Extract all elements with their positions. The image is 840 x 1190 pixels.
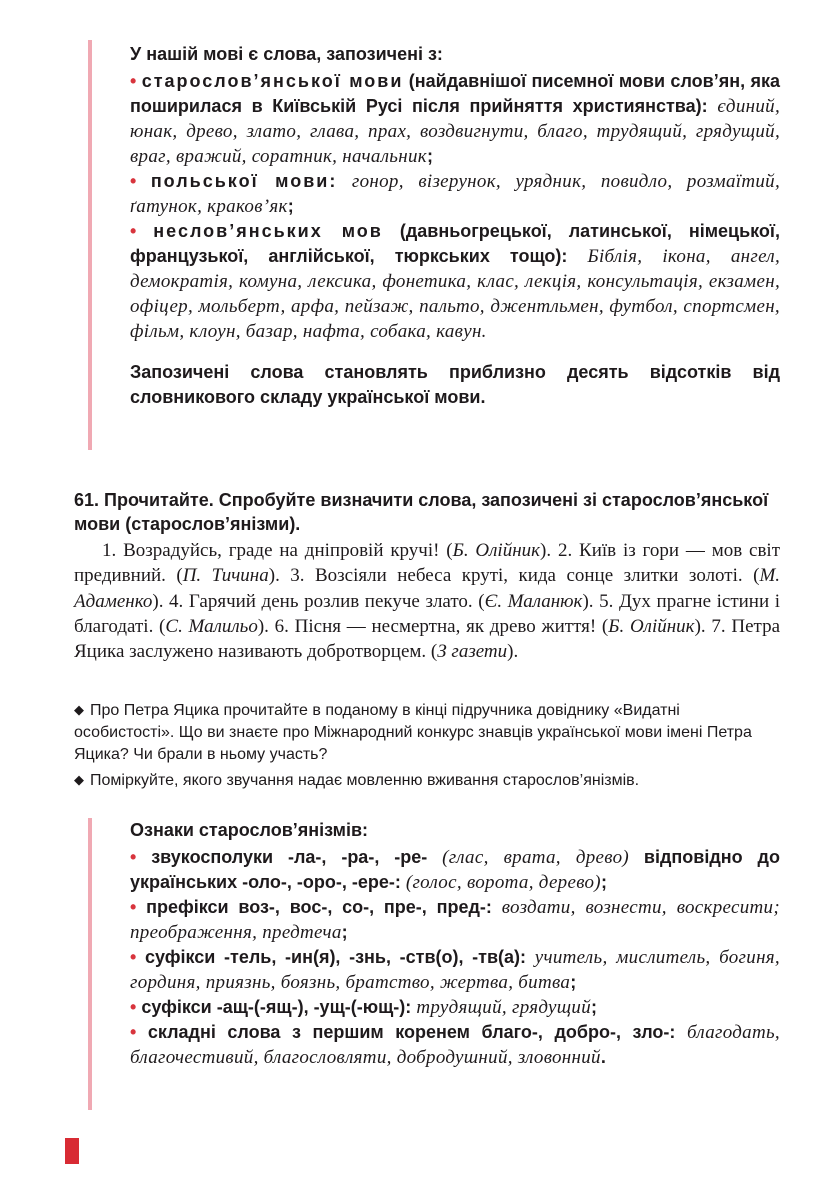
bullet-icon: • bbox=[130, 947, 137, 967]
sentence: 7. Петра Яцика заслужено називають добротворцем. ( bbox=[74, 615, 781, 663]
task-item bbox=[74, 770, 780, 792]
sentence-source: З газети bbox=[437, 641, 508, 663]
bullet-icon: • bbox=[130, 897, 137, 917]
sentence: 2. Київ із гори — мов світ предивний. ( bbox=[74, 540, 781, 587]
punct: ). bbox=[540, 540, 558, 561]
loanwords-rule-box bbox=[130, 42, 780, 410]
punct: ). bbox=[152, 590, 170, 612]
diamond-icon: ◆ bbox=[74, 702, 84, 717]
rule-term: префікси воз-, вос-, со-, пре-, пред-: bbox=[146, 897, 492, 917]
diamond-icon: ◆ bbox=[74, 772, 84, 787]
old-slavonic-signs-box bbox=[130, 818, 780, 1070]
rule-term: відповідно до українських -оло-, -оро-, -ере-: bbox=[130, 847, 780, 892]
punct: ; bbox=[341, 922, 348, 942]
rule-examples: (голос, ворота, дерево) bbox=[405, 872, 601, 893]
rule-term: складні слова з першим коренем благо-, добро-, зло-: bbox=[147, 1022, 676, 1042]
sentence-source: Б. Олійник bbox=[608, 615, 695, 637]
rule-heading: Ознаки старослов’янізмів: bbox=[130, 820, 369, 840]
punct: ). bbox=[507, 641, 519, 663]
rule-examples: (глас, врата, древо) bbox=[442, 847, 629, 868]
sentence: 4. Гарячий день розлив пекуче злато. ( bbox=[169, 590, 485, 612]
rule-item bbox=[130, 219, 780, 344]
rule-term: польської мови: bbox=[150, 171, 338, 191]
punct: ). bbox=[257, 615, 275, 637]
rule-examples: воздати, вознести, воскресити; преображення, предтеча bbox=[130, 897, 780, 943]
punct: . bbox=[600, 1047, 606, 1067]
rule-item bbox=[130, 1020, 780, 1070]
punct: ; bbox=[570, 972, 577, 992]
sentence: 1. Возрадуйсь, граде на дніпровій кручі! ( bbox=[102, 540, 453, 561]
rule-item bbox=[130, 995, 780, 1020]
punct: ). bbox=[694, 615, 712, 637]
rule-examples: трудящий, грядущий bbox=[411, 997, 592, 1018]
page-corner-marker bbox=[65, 1138, 79, 1164]
rule-term: старослов’янської мови bbox=[141, 71, 404, 91]
bullet-icon: • bbox=[130, 71, 137, 91]
rule-term: суфікси -ащ-(-ящ-), -ущ-(-ющ-): bbox=[141, 997, 412, 1017]
sentence-source: Б. Олійник bbox=[452, 540, 541, 561]
rule-term: звукосполуки -ла-, -ра-, -ре- bbox=[151, 847, 443, 867]
exercise-sentences bbox=[74, 538, 780, 664]
punct: ; bbox=[287, 196, 294, 216]
rule-desc: (давньогрецької, латинської, німецької, французької, англійської, тюркських тощо): bbox=[130, 221, 780, 266]
exercise-tasks bbox=[74, 700, 780, 796]
bullet-icon: • bbox=[130, 171, 137, 191]
rule-examples: благодать, благочестивий, благословляти, добродушний, зловонний bbox=[130, 1022, 780, 1068]
rule-item bbox=[130, 945, 780, 995]
rule-term: суфікси -тель, -ин(я), -знь, -ств(о), -тв(а): bbox=[144, 947, 527, 967]
rule-summary: Запозичені слова становлять приблизно десять відсотків від словникового складу української мови. bbox=[130, 362, 780, 407]
rule-examples: Біблія, ікона, ангел, демократія, комуна, лексика, фонетика, клас, лекція, консультація, екзамен, офіцер, мольберт, арфа, пейзаж, пальто, джентльмен, футбол, спортсмен, фільм, клоун, базар, нафта, собака, кавун. bbox=[130, 246, 780, 342]
bullet-icon: • bbox=[130, 847, 137, 867]
rule-examples: єдиний, юнак, древо, злато, глава, прах, воздвигнути, благо, трудящий, грядущий, враг, вражий, соратник, начальник bbox=[130, 96, 780, 167]
exercise-title: 61. Прочитайте. Спробуйте визначити слова, запозичені зі старослов’янської мови (старослов’янізми). bbox=[74, 490, 769, 534]
sentence-source: Є. Маланюк bbox=[484, 590, 583, 612]
bullet-icon: • bbox=[130, 1022, 137, 1042]
punct: ). bbox=[582, 590, 600, 612]
rule-box-border-bottom bbox=[88, 818, 92, 1110]
rule-heading: У нашій мові є слова, запозичені з: bbox=[130, 44, 443, 64]
rule-item bbox=[130, 169, 780, 219]
punct: ; bbox=[426, 146, 433, 166]
rule-examples: гонор, візерунок, урядник, повидло, розмаїтий, ґатунок, краков’як bbox=[130, 171, 780, 217]
rule-term: неслов’янських мов bbox=[153, 221, 383, 241]
rule-item bbox=[130, 845, 780, 895]
sentence: 3. Возсіяли небеса круті, кида сонце злитки золоті. ( bbox=[290, 565, 760, 587]
task-text: Про Петра Яцика прочитайте в поданому в кінці підручника довіднику «Видатні особистості». Що ви знаєте про Міжнародний конкурс знавців української мови імені Петра Яцика? Чи брали в ньому участь? bbox=[74, 702, 752, 763]
rule-examples: учитель, мислитель, богиня, гординя, приязнь, боязнь, братство, жертва, битва bbox=[130, 947, 780, 993]
sentence-source: М. Адаменко bbox=[74, 565, 781, 612]
task-item bbox=[74, 700, 780, 766]
rule-item bbox=[130, 69, 780, 169]
bullet-icon: • bbox=[130, 221, 137, 241]
sentence: 5. Дух прагне істини і благодаті. ( bbox=[74, 590, 780, 637]
rule-desc: (найдавнішої писемної мови слов’ян, яка поширилася в Київській Русі після прийняття християнства): bbox=[130, 71, 780, 116]
sentence: 6. Пісня — несмертна, як древо життя! ( bbox=[274, 615, 609, 637]
task-text: Поміркуйте, якого звучання надає мовленню вживання старослов’янізмів. bbox=[90, 772, 640, 789]
punct: ; bbox=[591, 997, 598, 1017]
rule-box-border-top bbox=[88, 40, 92, 450]
sentence-source: С. Малильо bbox=[165, 615, 258, 637]
bullet-icon: • bbox=[130, 997, 137, 1017]
punct: ; bbox=[600, 872, 607, 892]
sentence-source: П. Тичина bbox=[182, 565, 269, 587]
exercise-text bbox=[74, 538, 780, 664]
punct: ). bbox=[268, 565, 291, 587]
rule-item bbox=[130, 895, 780, 945]
